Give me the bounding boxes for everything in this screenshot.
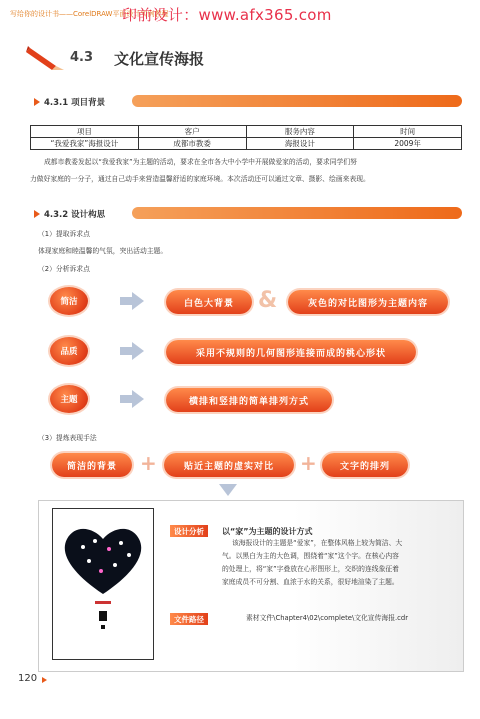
triangle-icon	[42, 677, 47, 683]
result-line-3: 的处理上，将“家”字叠放在心形图形上，交织的连线象征着	[222, 565, 399, 573]
project-table	[30, 125, 462, 150]
triangle-icon	[34, 98, 40, 106]
arrow-icon	[120, 347, 132, 355]
table-header: 服务内容	[246, 126, 354, 138]
table-header: 项目	[31, 126, 139, 138]
plus-icon: +	[140, 451, 157, 475]
poster-image	[53, 509, 153, 659]
arrow-icon	[120, 395, 132, 403]
method-pill: 简洁的背景	[52, 453, 132, 477]
page-number: 120	[18, 673, 38, 684]
analysis-pill: 灰色的对比图形为主题内容	[288, 290, 448, 314]
analysis-tag: 设计分析	[170, 525, 208, 537]
book-title: 写给你的设计书——CorelDRAW平面设计实例教程	[10, 10, 169, 18]
background-line-2: 力做好家庭的一分子，通过自己动手来营造温馨舒适的家庭环境。本次活动还可以通过文章、摄影、绘画来表现。	[30, 175, 370, 183]
result-line-2: 气。以黑白为主的大色调，围绕着“家”这个字。在核心内容	[222, 552, 399, 560]
analysis-circle: 简洁	[50, 287, 88, 315]
file-path: 素材文件\Chapter4\02\complete\文化宣传海报.cdr	[246, 614, 409, 622]
table-cell: 2009年	[354, 138, 462, 150]
down-arrow-icon	[219, 484, 237, 496]
background-line-1: 成都市教委发起以“我爱我家”为主题的活动，要求在全市各大中小学中开展做爱家的活动，要求同学们努	[44, 158, 357, 166]
arrow-icon	[120, 297, 132, 305]
subsection-bar	[132, 95, 462, 107]
table-cell: “我爱我家”海报设计	[31, 138, 139, 150]
table-cell: 海报设计	[246, 138, 354, 150]
ampersand: &	[258, 288, 278, 313]
analysis-pill: 横排和竖排的简单排列方式	[166, 388, 332, 412]
method-pill: 贴近主题的虚实对比	[164, 453, 294, 477]
step-1-text: 体现家庭和睦温馨的气氛，突出活动主题。	[38, 247, 168, 255]
table-header: 时间	[354, 126, 462, 138]
subsection-bar	[132, 207, 462, 219]
analysis-circle: 主题	[50, 385, 88, 413]
subsection-label: 4.3.2 设计构思	[44, 210, 106, 220]
path-tag: 文件路径	[170, 613, 208, 625]
plus-icon: +	[300, 451, 317, 475]
analysis-pill: 白色大背景	[166, 290, 252, 314]
watermark: 印前设计：www.afx365.com	[122, 6, 332, 24]
step-2-label: （2）分析诉求点	[38, 265, 90, 273]
analysis-pill: 采用不规则的几何图形连接而成的桃心形状	[166, 340, 416, 364]
step-1-label: （1）提取诉求点	[38, 230, 90, 238]
analysis-circle: 品质	[50, 337, 88, 365]
subsection-label: 4.3.1 项目背景	[44, 98, 106, 108]
triangle-icon	[34, 210, 40, 218]
method-pill: 文字的排列	[322, 453, 408, 477]
step-3-label: （3）提炼表现手法	[38, 434, 97, 442]
poster-thumbnail	[52, 508, 154, 660]
section-number: 4.3	[70, 50, 94, 65]
arrow-icon	[132, 342, 144, 360]
result-line-1: 该海报设计的主题是“爱家”，在整体风格上较为简洁、大	[232, 539, 403, 547]
arrow-icon	[132, 390, 144, 408]
section-title: 文化宣传海报	[114, 50, 205, 68]
table-header: 客户	[138, 126, 246, 138]
table-cell: 成都市教委	[138, 138, 246, 150]
result-line-4: 家庭成员不可分割、血浓于水的关系，很好地渲染了主题。	[222, 578, 399, 586]
pencil-icon	[26, 42, 66, 72]
result-title: 以“家”为主题的设计方式	[222, 527, 313, 536]
arrow-icon	[132, 292, 144, 310]
